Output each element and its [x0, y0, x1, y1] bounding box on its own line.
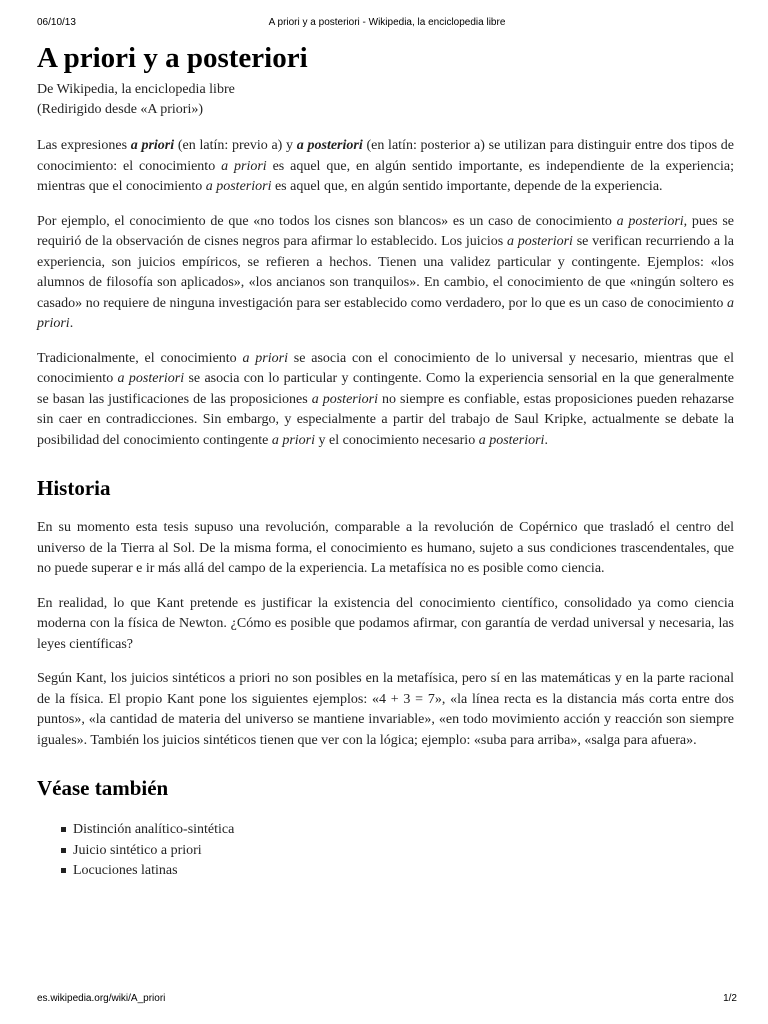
term-emphasis: a posteriori [117, 371, 185, 386]
term-emphasis: a posteriori [205, 179, 272, 194]
term-emphasis: a posteriori [616, 213, 684, 229]
page-title: A priori y a posteriori [37, 42, 308, 74]
print-page-number: 1/2 [723, 993, 737, 1004]
term-emphasis: a priori [221, 158, 267, 174]
intro-paragraph: Por ejemplo, el conocimiento de que «no todos los cisnes son blancos» es un caso de conocimiento a posteriori, pues se requirió de la observación de cisnes negros para afirmar lo establecido. Los juicios a posteriori se verifican recurriendo a la experiencia, son juicios empíricos, se refieren a hechos. Tienen una validez particular y contingente. Ejemplos: «los alumnos de filosofía son aplicados», «los ancianos son tranquilos». En cambio, el conocimiento de que «ningún soltero es casado» no requiere de ninguna investigación para ser establecido como verdadero, por lo que es un caso de conocimiento a priori. [37, 213, 734, 331]
intro-section [37, 136, 734, 451]
see-also-link[interactable]: Juicio sintético a priori [73, 842, 202, 858]
print-date: 06/10/13 [37, 17, 76, 28]
term-emphasis: a posteriori [478, 432, 545, 448]
redirect-notice: (Redirigido desde «A priori») [37, 102, 204, 117]
intro-paragraph: Tradicionalmente, el conocimiento a priori se asocia con el conocimiento de lo universal y necesario, mientras que el conocimiento a posteriori se asocia con lo particular y contingente. Como la experiencia sensorial en la que generalmente se basan las justificaciones de las proposiciones a posteriori no siempre es confiable, estas proposiciones pueden rehazarse sin caer en contradicciones. Sin embargo, y especialmente a partir del trabajo de Saul Kripke, actualmente se debate la posibilidad del conocimiento contingente a priori y el conocimiento necesario a posteriori. [37, 350, 735, 448]
term-emphasis: a priori [37, 295, 734, 331]
section-heading-historia: Historia [37, 476, 111, 500]
bullet-square-icon [61, 827, 66, 832]
section-heading-vease-tambien: Véase también [37, 776, 169, 800]
historia-paragraph: En su momento esta tesis supuso una revolución, comparable a la revolución de Copérnico que trasladó el centro del universo de la Tierra al Sol. De la misma forma, el conocimiento es humano, sujeto a sus condiciones trascendentales, que no puede superar e ir más allá del campo de la experiencia. La metafísica no es posible como ciencia. [37, 520, 734, 576]
term-emphasis: a priori [271, 432, 316, 448]
intro-paragraph: Las expresiones a priori (en latín: previo a) y a posteriori (en latín: posterior a) se utilizan para distinguir entre dos tipos de conocimiento: el conocimiento a priori es aquel que, en algún sentido importante, es independiente de la experiencia; mientras que el conocimiento a posteriori es aquel que, en algún sentido importante, depende de la experiencia. [37, 138, 734, 194]
historia-paragraph: En realidad, lo que Kant pretende es justificar la existencia del conocimiento científico, consolidado ya como ciencia moderna con la física de Newton. ¿Cómo es posible que podamos afirmar, con garantía de verdad universal y necesaria, las leyes científicas? [37, 595, 734, 652]
print-footer [37, 993, 737, 1007]
bullet-square-icon [61, 848, 66, 853]
historia-paragraph: Según Kant, los juicios sintéticos a priori no son posibles en la metafísica, pero sí en las matemáticas y en la parte racional de la física. El propio Kant pone los siguientes ejemplos: «4 + 3 = 7», «la línea recta es la distancia más corta entre dos puntos», «la cantidad de materia del universo se mantiene invariable», «en todo movimiento acción y reacción son siempre iguales». También los juicios sintéticos tienen que ver con la lógica; ejemplo: «suba para arriba», «salga para afuera». [37, 671, 734, 748]
term-emphasis: a posteriori [506, 234, 573, 249]
term-emphasis-bold: a priori [130, 138, 175, 153]
print-url: es.wikipedia.org/wiki/A_priori [37, 993, 166, 1004]
print-page-title: A priori y a posteriori - Wikipedia, la enciclopedia libre [268, 17, 506, 28]
see-also-link[interactable]: Locuciones latinas [73, 863, 178, 878]
print-header [37, 17, 737, 31]
term-emphasis: a posteriori [311, 391, 378, 407]
bullet-square-icon [61, 868, 66, 873]
see-also-item[interactable] [61, 820, 734, 841]
site-subtitle: De Wikipedia, la enciclopedia libre [37, 82, 235, 97]
see-also-link[interactable]: Distinción analítico-sintética [73, 822, 235, 837]
article-content [37, 36, 734, 882]
see-also-item[interactable] [61, 841, 734, 862]
historia-section [37, 518, 734, 751]
term-emphasis: a priori [242, 350, 288, 366]
see-also-list [37, 820, 734, 882]
see-also-item[interactable] [61, 861, 734, 882]
term-emphasis-bold: a posteriori [296, 138, 363, 153]
